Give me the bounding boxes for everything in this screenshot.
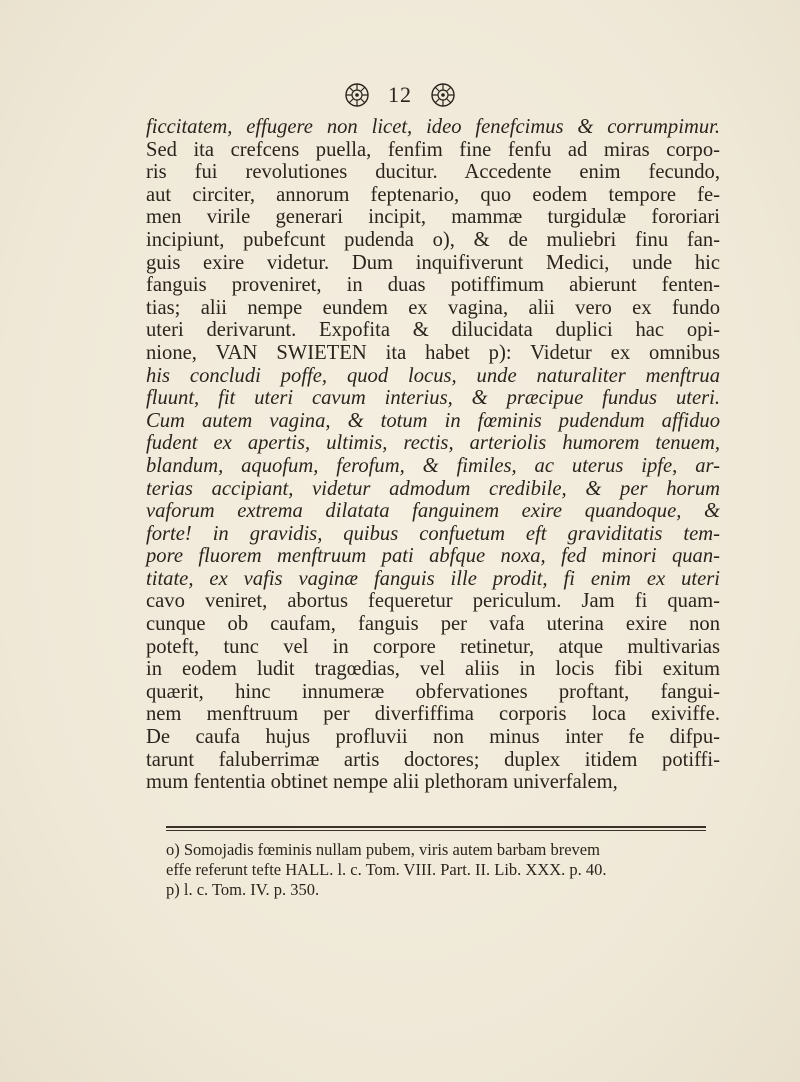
text-line: in eodem ludit tragœdias, vel aliis in locis fibi exitum <box>146 658 720 681</box>
text-line: vaforum extrema dilatata fanguinem exire quandoque, & <box>146 500 720 523</box>
text-line: terias accipiant, videtur admodum credibile, & per horum <box>146 477 720 500</box>
text-line: fluunt, fit uteri cavum interius, & præcipue fundus uteri. <box>146 387 720 410</box>
text-line: blandum, aquofum, ferofum, & fimiles, ac uterus ipfe, ar- <box>146 454 720 477</box>
main-text <box>146 116 720 794</box>
footnotes <box>166 840 716 900</box>
text-line: fudent ex apertis, ultimis, rectis, arteriolis humorem tenuem, <box>146 432 720 455</box>
text-line: De caufa hujus profluvii non minus inter fe difpu- <box>146 726 720 749</box>
page-header <box>0 78 800 112</box>
footnote-divider <box>166 826 706 828</box>
text-line: incipiunt, pubefcunt pudenda o), & de muliebri finu fan- <box>146 228 720 251</box>
text-line: aut circiter, annorum feptenario, quo eodem tempore fe- <box>146 183 720 206</box>
text-line: quærit, hinc innumeræ obfervationes proftant, fangui- <box>146 680 720 703</box>
text-line: cunque ob caufam, fanguis per vafa uterina exire non <box>146 613 720 636</box>
rosette-ornament-right-icon <box>430 82 456 108</box>
rosette-ornament-left-icon <box>344 82 370 108</box>
text-line: tias; alii nempe eundem ex vagina, alii vero ex fundo <box>146 296 720 319</box>
text-line: uteri derivarunt. Expofita & dilucidata duplici hac opi- <box>146 319 720 342</box>
footnote: p) l. c. Tom. IV. p. 350. <box>166 880 320 899</box>
footnote-divider-thin <box>166 830 706 831</box>
text-line: men virile generari incipit, mammæ turgidulæ fororiari <box>146 206 720 229</box>
text-line: Sed ita crefcens puella, fenfim fine fenfu ad miras corpo- <box>146 138 720 161</box>
text-line: his concludi poffe, quod locus, unde naturaliter menftrua <box>146 364 720 387</box>
text-line: ris fui revolutiones ducitur. Accedente enim fecundo, <box>146 161 720 184</box>
text-line: ficcitatem, effugere non licet, ideo fenefcimus & corrumpimur. <box>146 116 720 138</box>
text-line: nem menftruum per diverfiffima corporis loca exiviffe. <box>146 703 720 726</box>
text-line: mum fententia obtinet nempe alii plethoram univerfalem, <box>146 771 618 794</box>
text-line: titate, ex vafis vaginæ fanguis ille prodit, fi enim ex uteri <box>146 567 720 590</box>
text-line: pore fluorem menftruum pati abfque noxa, fed minori quan- <box>146 545 720 568</box>
text-line: fanguis proveniret, in duas potiffimum abierunt fenten- <box>146 274 720 297</box>
text-line: guis exire videtur. Dum inquifiverunt Medici, unde hic <box>146 251 720 274</box>
text-line: tarunt faluberrimæ artis doctores; duplex itidem potiffi- <box>146 748 720 771</box>
footnote: o) Somojadis fœminis nullam pubem, viris autem barbam brevem <box>166 840 600 859</box>
text-line: nione, VAN SWIETEN ita habet p): Videtur ex omnibus <box>146 341 720 364</box>
text-line: poteft, tunc vel in corpore retinetur, atque multivarias <box>146 635 720 658</box>
text-line: cavo veniret, abortus fequeretur periculum. Jam fi quam- <box>146 590 720 613</box>
page-number: 12 <box>388 82 412 107</box>
text-line: Cum autem vagina, & totum in fœminis pudendum affiduo <box>146 409 720 432</box>
footnote: effe referunt tefte HALL. l. c. Tom. VIII. Part. II. Lib. XXX. p. 40. <box>166 860 607 879</box>
text-line: forte! in gravidis, quibus confuetum eft graviditatis tem- <box>146 522 720 545</box>
